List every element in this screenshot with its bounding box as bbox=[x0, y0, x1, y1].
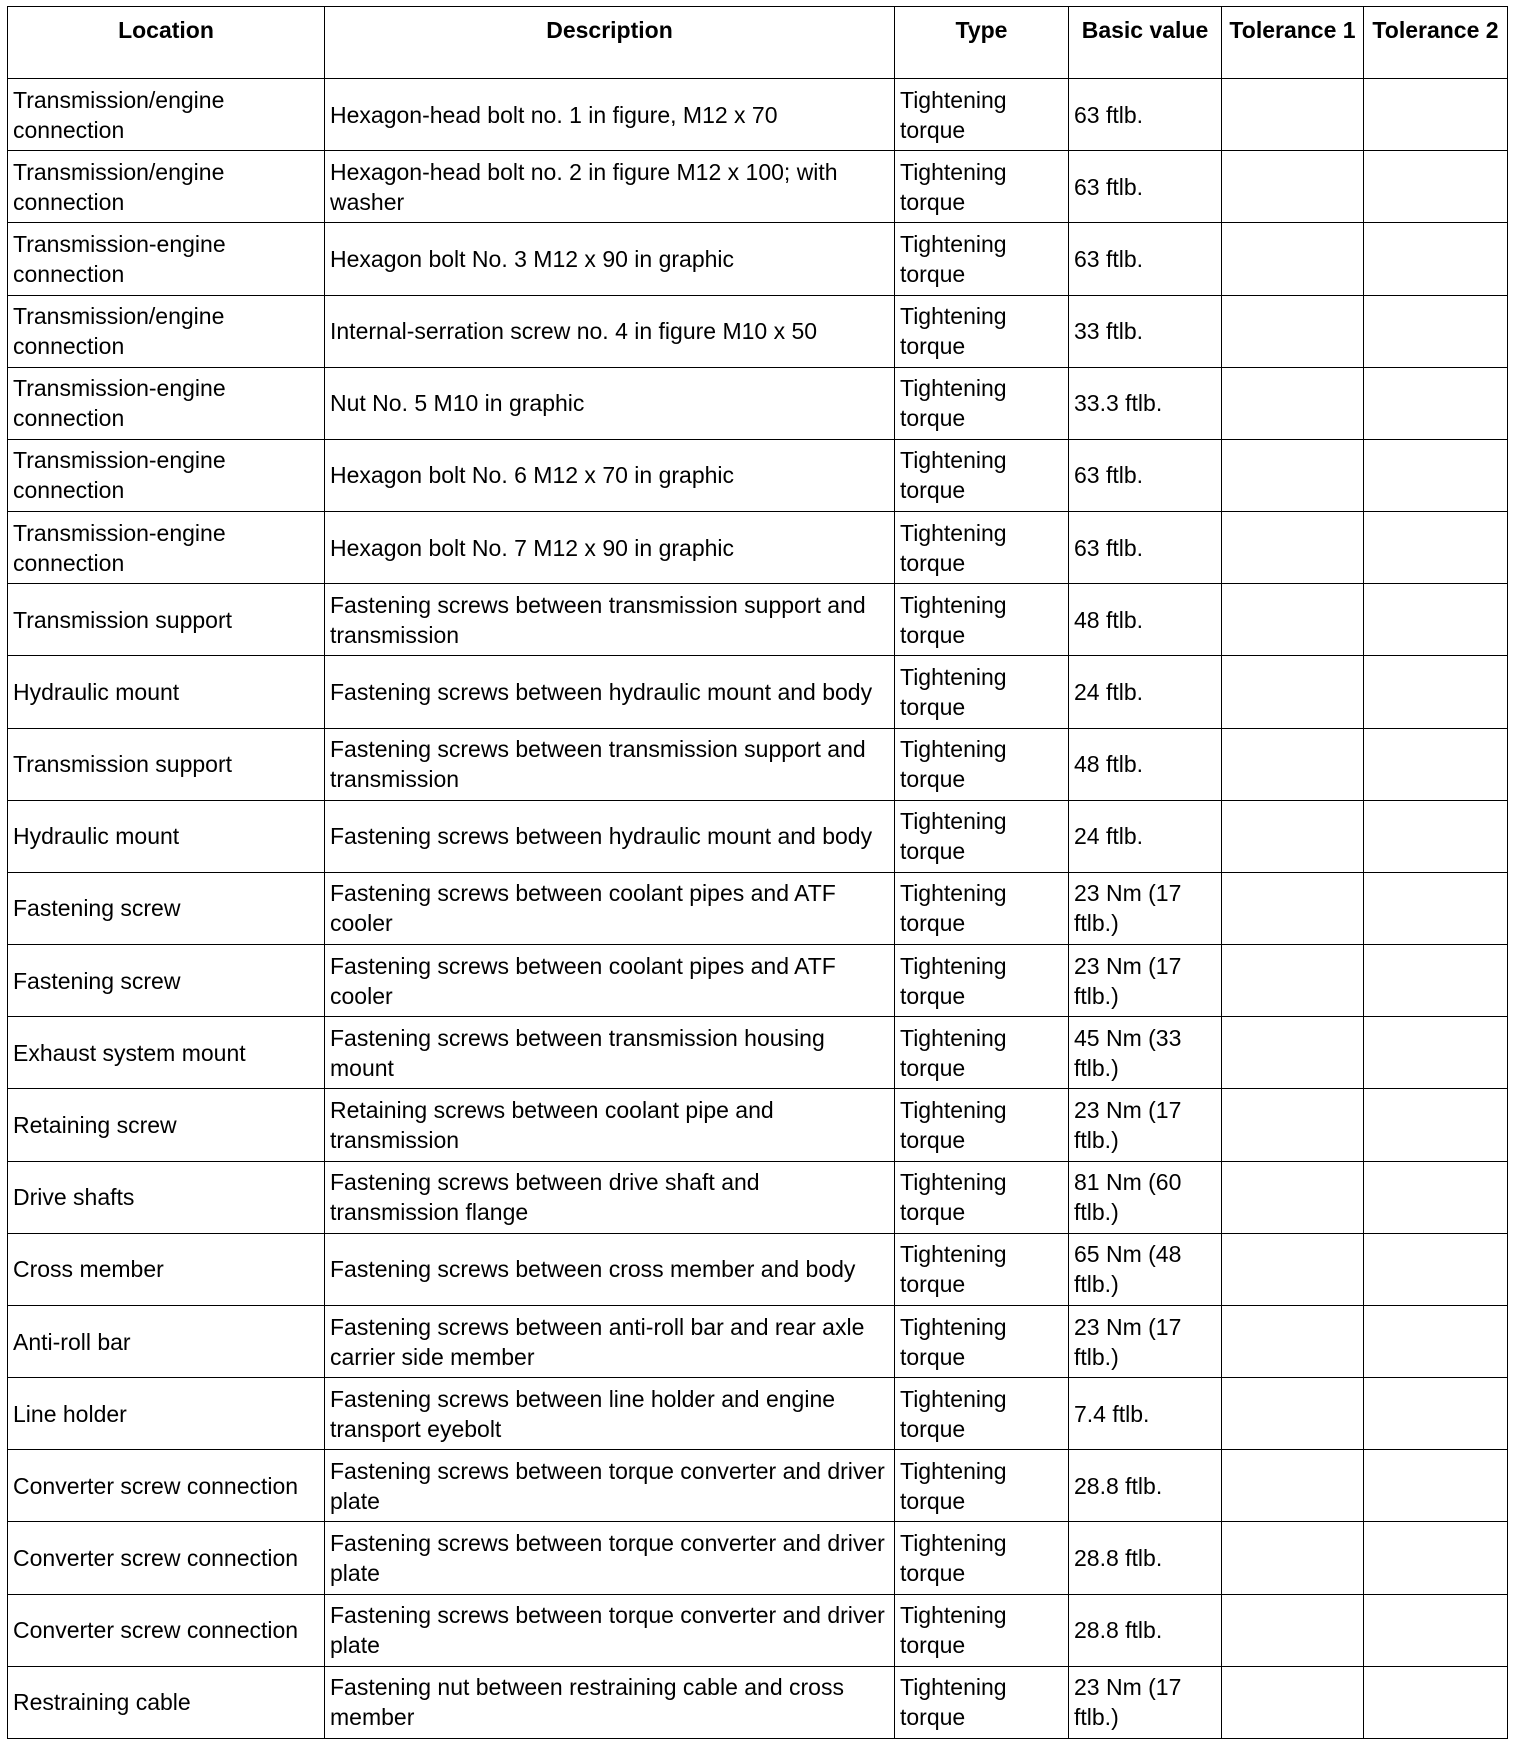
cell-tolerance-2 bbox=[1364, 800, 1508, 872]
cell-type: Tightening torque bbox=[895, 728, 1069, 800]
cell-description: Fastening screws between torque converter and driver plate bbox=[325, 1450, 895, 1522]
table-row bbox=[8, 728, 1508, 800]
col-header-basic-value: Basic value bbox=[1069, 7, 1222, 79]
cell-basic-value: 7.4 ftlb. bbox=[1069, 1378, 1222, 1450]
cell-tolerance-1 bbox=[1222, 872, 1364, 944]
col-header-tolerance-1: Tolerance 1 bbox=[1222, 7, 1364, 79]
table-row bbox=[8, 439, 1508, 511]
cell-tolerance-2 bbox=[1364, 79, 1508, 151]
cell-tolerance-2 bbox=[1364, 295, 1508, 367]
cell-tolerance-1 bbox=[1222, 1089, 1364, 1161]
cell-location: Anti-roll bar bbox=[8, 1305, 325, 1377]
cell-basic-value: 28.8 ftlb. bbox=[1069, 1594, 1222, 1666]
table-row bbox=[8, 656, 1508, 728]
cell-description: Fastening screws between drive shaft and transmission flange bbox=[325, 1161, 895, 1233]
cell-type: Tightening torque bbox=[895, 584, 1069, 656]
table-row bbox=[8, 800, 1508, 872]
cell-type: Tightening torque bbox=[895, 1017, 1069, 1089]
cell-type: Tightening torque bbox=[895, 800, 1069, 872]
table-row bbox=[8, 512, 1508, 584]
header-row bbox=[8, 7, 1508, 79]
cell-description: Fastening screws between hydraulic mount and body bbox=[325, 656, 895, 728]
table-row bbox=[8, 79, 1508, 151]
cell-location: Transmission/engine connection bbox=[8, 151, 325, 223]
cell-type: Tightening torque bbox=[895, 367, 1069, 439]
cell-basic-value: 23 Nm (17 ftlb.) bbox=[1069, 945, 1222, 1017]
table-row bbox=[8, 872, 1508, 944]
table-row bbox=[8, 295, 1508, 367]
cell-tolerance-1 bbox=[1222, 1522, 1364, 1594]
cell-description: Nut No. 5 M10 in graphic bbox=[325, 367, 895, 439]
cell-basic-value: 23 Nm (17 ftlb.) bbox=[1069, 1666, 1222, 1738]
cell-location: Retaining screw bbox=[8, 1089, 325, 1161]
cell-basic-value: 24 ftlb. bbox=[1069, 656, 1222, 728]
cell-description: Hexagon-head bolt no. 2 in figure M12 x 100; with washer bbox=[325, 151, 895, 223]
cell-description: Fastening screws between coolant pipes and ATF cooler bbox=[325, 945, 895, 1017]
col-header-location: Location bbox=[8, 7, 325, 79]
cell-description: Fastening screws between coolant pipes and ATF cooler bbox=[325, 872, 895, 944]
cell-type: Tightening torque bbox=[895, 1666, 1069, 1738]
cell-basic-value: 81 Nm (60 ftlb.) bbox=[1069, 1161, 1222, 1233]
cell-description: Fastening screws between transmission housing mount bbox=[325, 1017, 895, 1089]
cell-location: Transmission support bbox=[8, 584, 325, 656]
cell-tolerance-1 bbox=[1222, 800, 1364, 872]
cell-location: Transmission-engine connection bbox=[8, 367, 325, 439]
table-row bbox=[8, 1305, 1508, 1377]
cell-tolerance-2 bbox=[1364, 512, 1508, 584]
cell-type: Tightening torque bbox=[895, 1161, 1069, 1233]
cell-tolerance-2 bbox=[1364, 945, 1508, 1017]
cell-type: Tightening torque bbox=[895, 945, 1069, 1017]
cell-tolerance-1 bbox=[1222, 1161, 1364, 1233]
cell-location: Exhaust system mount bbox=[8, 1017, 325, 1089]
cell-tolerance-1 bbox=[1222, 151, 1364, 223]
cell-tolerance-2 bbox=[1364, 872, 1508, 944]
cell-description: Fastening screws between transmission support and transmission bbox=[325, 728, 895, 800]
cell-tolerance-2 bbox=[1364, 367, 1508, 439]
torque-spec-table bbox=[7, 6, 1508, 1739]
cell-basic-value: 33 ftlb. bbox=[1069, 295, 1222, 367]
table-row bbox=[8, 1522, 1508, 1594]
cell-location: Restraining cable bbox=[8, 1666, 325, 1738]
cell-location: Transmission/engine connection bbox=[8, 79, 325, 151]
cell-type: Tightening torque bbox=[895, 512, 1069, 584]
cell-description: Fastening nut between restraining cable and cross member bbox=[325, 1666, 895, 1738]
cell-type: Tightening torque bbox=[895, 656, 1069, 728]
cell-location: Line holder bbox=[8, 1378, 325, 1450]
table-row bbox=[8, 367, 1508, 439]
cell-location: Transmission-engine connection bbox=[8, 223, 325, 295]
table-row bbox=[8, 1666, 1508, 1738]
cell-type: Tightening torque bbox=[895, 1089, 1069, 1161]
cell-tolerance-1 bbox=[1222, 656, 1364, 728]
cell-basic-value: 63 ftlb. bbox=[1069, 151, 1222, 223]
cell-tolerance-1 bbox=[1222, 223, 1364, 295]
col-header-tolerance-2: Tolerance 2 bbox=[1364, 7, 1508, 79]
cell-tolerance-2 bbox=[1364, 1233, 1508, 1305]
cell-tolerance-2 bbox=[1364, 223, 1508, 295]
cell-type: Tightening torque bbox=[895, 1594, 1069, 1666]
cell-description: Retaining screws between coolant pipe and transmission bbox=[325, 1089, 895, 1161]
cell-tolerance-1 bbox=[1222, 367, 1364, 439]
cell-description: Fastening screws between cross member and body bbox=[325, 1233, 895, 1305]
cell-tolerance-1 bbox=[1222, 512, 1364, 584]
col-header-type: Type bbox=[895, 7, 1069, 79]
cell-type: Tightening torque bbox=[895, 151, 1069, 223]
cell-basic-value: 28.8 ftlb. bbox=[1069, 1450, 1222, 1522]
cell-location: Converter screw connection bbox=[8, 1594, 325, 1666]
cell-tolerance-1 bbox=[1222, 945, 1364, 1017]
cell-tolerance-1 bbox=[1222, 1666, 1364, 1738]
cell-tolerance-2 bbox=[1364, 1666, 1508, 1738]
cell-tolerance-2 bbox=[1364, 1522, 1508, 1594]
cell-tolerance-2 bbox=[1364, 584, 1508, 656]
cell-type: Tightening torque bbox=[895, 223, 1069, 295]
cell-basic-value: 33.3 ftlb. bbox=[1069, 367, 1222, 439]
cell-type: Tightening torque bbox=[895, 1233, 1069, 1305]
cell-location: Transmission support bbox=[8, 728, 325, 800]
table-row bbox=[8, 945, 1508, 1017]
col-header-description: Description bbox=[325, 7, 895, 79]
cell-tolerance-2 bbox=[1364, 1378, 1508, 1450]
cell-tolerance-1 bbox=[1222, 1017, 1364, 1089]
cell-description: Fastening screws between hydraulic mount and body bbox=[325, 800, 895, 872]
cell-basic-value: 48 ftlb. bbox=[1069, 728, 1222, 800]
cell-type: Tightening torque bbox=[895, 439, 1069, 511]
table-row bbox=[8, 1450, 1508, 1522]
table-row bbox=[8, 1594, 1508, 1666]
cell-basic-value: 63 ftlb. bbox=[1069, 79, 1222, 151]
cell-tolerance-2 bbox=[1364, 728, 1508, 800]
table-row bbox=[8, 584, 1508, 656]
cell-basic-value: 63 ftlb. bbox=[1069, 512, 1222, 584]
table-row bbox=[8, 223, 1508, 295]
cell-tolerance-2 bbox=[1364, 1161, 1508, 1233]
table-body bbox=[8, 79, 1508, 1739]
cell-location: Fastening screw bbox=[8, 872, 325, 944]
table-row bbox=[8, 151, 1508, 223]
cell-basic-value: 24 ftlb. bbox=[1069, 800, 1222, 872]
cell-type: Tightening torque bbox=[895, 1522, 1069, 1594]
cell-description: Internal-serration screw no. 4 in figure M10 x 50 bbox=[325, 295, 895, 367]
cell-tolerance-2 bbox=[1364, 1450, 1508, 1522]
cell-tolerance-2 bbox=[1364, 656, 1508, 728]
cell-type: Tightening torque bbox=[895, 79, 1069, 151]
cell-tolerance-1 bbox=[1222, 79, 1364, 151]
cell-location: Cross member bbox=[8, 1233, 325, 1305]
cell-description: Hexagon bolt No. 6 M12 x 70 in graphic bbox=[325, 439, 895, 511]
cell-tolerance-2 bbox=[1364, 439, 1508, 511]
cell-type: Tightening torque bbox=[895, 295, 1069, 367]
cell-tolerance-2 bbox=[1364, 1305, 1508, 1377]
cell-description: Hexagon bolt No. 7 M12 x 90 in graphic bbox=[325, 512, 895, 584]
cell-location: Converter screw connection bbox=[8, 1450, 325, 1522]
cell-tolerance-1 bbox=[1222, 584, 1364, 656]
cell-tolerance-2 bbox=[1364, 1594, 1508, 1666]
cell-basic-value: 63 ftlb. bbox=[1069, 223, 1222, 295]
cell-description: Fastening screws between transmission support and transmission bbox=[325, 584, 895, 656]
cell-tolerance-2 bbox=[1364, 1017, 1508, 1089]
table-row bbox=[8, 1378, 1508, 1450]
cell-tolerance-2 bbox=[1364, 1089, 1508, 1161]
cell-location: Transmission/engine connection bbox=[8, 295, 325, 367]
cell-type: Tightening torque bbox=[895, 1305, 1069, 1377]
table-row bbox=[8, 1089, 1508, 1161]
cell-description: Hexagon bolt No. 3 M12 x 90 in graphic bbox=[325, 223, 895, 295]
cell-basic-value: 48 ftlb. bbox=[1069, 584, 1222, 656]
cell-location: Transmission-engine connection bbox=[8, 439, 325, 511]
cell-location: Converter screw connection bbox=[8, 1522, 325, 1594]
cell-basic-value: 45 Nm (33 ftlb.) bbox=[1069, 1017, 1222, 1089]
cell-location: Drive shafts bbox=[8, 1161, 325, 1233]
cell-location: Transmission-engine connection bbox=[8, 512, 325, 584]
cell-location: Hydraulic mount bbox=[8, 800, 325, 872]
cell-description: Hexagon-head bolt no. 1 in figure, M12 x 70 bbox=[325, 79, 895, 151]
cell-basic-value: 65 Nm (48 ftlb.) bbox=[1069, 1233, 1222, 1305]
table-row bbox=[8, 1017, 1508, 1089]
cell-location: Hydraulic mount bbox=[8, 656, 325, 728]
cell-description: Fastening screws between anti-roll bar and rear axle carrier side member bbox=[325, 1305, 895, 1377]
cell-basic-value: 23 Nm (17 ftlb.) bbox=[1069, 872, 1222, 944]
cell-basic-value: 23 Nm (17 ftlb.) bbox=[1069, 1089, 1222, 1161]
cell-basic-value: 63 ftlb. bbox=[1069, 439, 1222, 511]
cell-description: Fastening screws between torque converter and driver plate bbox=[325, 1594, 895, 1666]
cell-tolerance-1 bbox=[1222, 1305, 1364, 1377]
cell-tolerance-1 bbox=[1222, 439, 1364, 511]
cell-type: Tightening torque bbox=[895, 1450, 1069, 1522]
cell-tolerance-2 bbox=[1364, 151, 1508, 223]
cell-basic-value: 23 Nm (17 ftlb.) bbox=[1069, 1305, 1222, 1377]
cell-location: Fastening screw bbox=[8, 945, 325, 1017]
table-row bbox=[8, 1161, 1508, 1233]
cell-tolerance-1 bbox=[1222, 1378, 1364, 1450]
cell-tolerance-1 bbox=[1222, 1233, 1364, 1305]
cell-type: Tightening torque bbox=[895, 872, 1069, 944]
cell-description: Fastening screws between line holder and engine transport eyebolt bbox=[325, 1378, 895, 1450]
table-row bbox=[8, 1233, 1508, 1305]
cell-tolerance-1 bbox=[1222, 1450, 1364, 1522]
cell-tolerance-1 bbox=[1222, 1594, 1364, 1666]
cell-basic-value: 28.8 ftlb. bbox=[1069, 1522, 1222, 1594]
cell-description: Fastening screws between torque converter and driver plate bbox=[325, 1522, 895, 1594]
cell-tolerance-1 bbox=[1222, 728, 1364, 800]
cell-type: Tightening torque bbox=[895, 1378, 1069, 1450]
cell-tolerance-1 bbox=[1222, 295, 1364, 367]
